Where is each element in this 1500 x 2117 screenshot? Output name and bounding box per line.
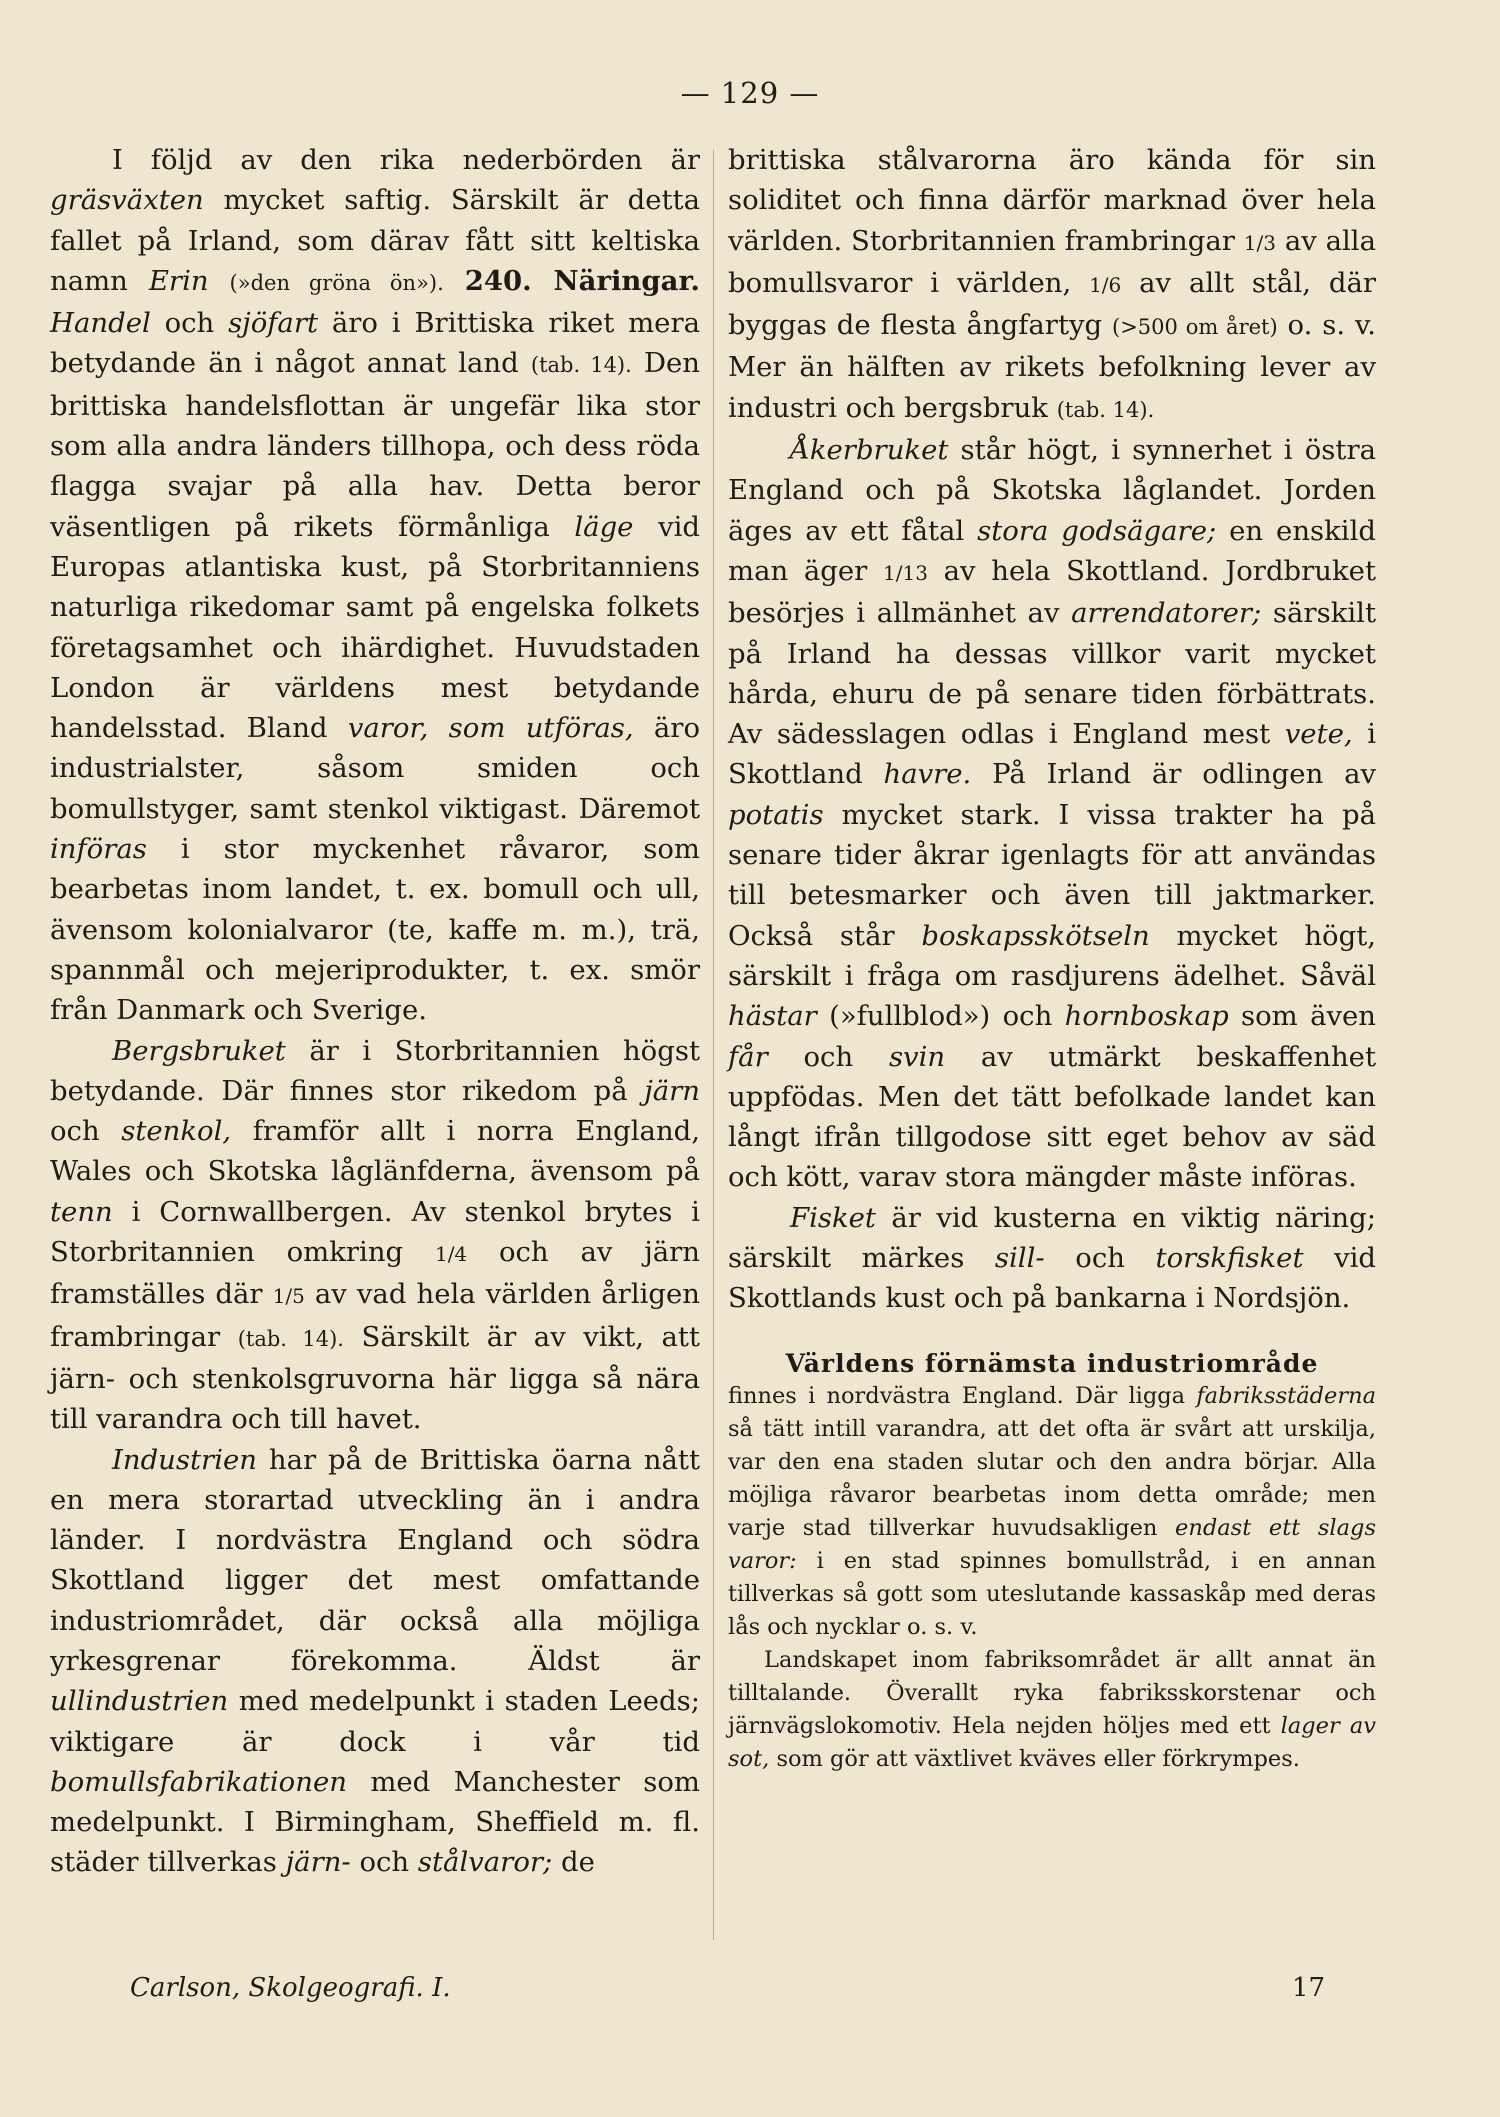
text-span: vid Skottlands kust och på bankarna i Nordsjön.	[728, 1242, 1377, 1315]
text-span: med Manchester som medelpunkt. I Birmingham, Sheffield m. fl. städer tillverkas	[50, 1765, 700, 1879]
italic-term: svin	[888, 1040, 946, 1073]
text-span: I följd av den rika nederbörden är	[112, 144, 700, 176]
italic-term: havre.	[883, 758, 972, 791]
fraction: 1/4	[434, 1242, 468, 1267]
text-span: så tätt intill varandra, att det ofta är svårt att urskilja, var den ena staden slutar och den andra börjar. Alla möjliga råvaror bearbetas inom detta område; men varje stad tillverkar huvudsakligen	[728, 1415, 1376, 1541]
italic-term: hästar	[728, 1000, 817, 1033]
column-divider	[713, 150, 714, 1940]
left-column	[50, 140, 700, 1883]
text-span: Den brittiska handelsflottan är ungefär lika stor som alla andra länders tillhopa, och dess röda flagga svajar på alla hav. Detta beror väsentligen på rikets förmånliga	[50, 347, 700, 543]
italic-term: Erin	[148, 264, 209, 297]
text-span: är i Storbritannien högst betydande. Där finnes stor rikedom på	[50, 1034, 700, 1107]
italic-term: stora godsägare;	[977, 514, 1217, 547]
text-span: mycket stark. I vissa trakter ha på senare tider åkrar igenlagts för att användas till betesmarker och även till jaktmarker. Också står	[728, 798, 1376, 952]
text-span: av alla bomullsvaror i världen,	[728, 224, 1376, 299]
text-span: de	[561, 1846, 595, 1879]
italic-term: läge	[574, 510, 634, 543]
paragraph-industry	[50, 1440, 700, 1883]
italic-term: bomullsfabrikationen	[50, 1765, 347, 1798]
small-text: (tab. 14).	[1056, 397, 1155, 422]
small-text: (»den gröna ön»).	[229, 270, 444, 295]
section-heading-240: 240. Näringar.	[464, 264, 700, 297]
text-span: och av järn framställes där	[50, 1236, 700, 1311]
small-text: (tab. 14).	[530, 353, 632, 378]
book-citation: Carlson, Skolgeografi. I.	[130, 1973, 451, 2003]
text-span: På Irland är odlingen av	[992, 758, 1377, 791]
small-text: (>500 om året)	[1112, 315, 1278, 340]
italic-term: får	[728, 1040, 768, 1073]
text-span: som gör att växtlivet kväves eller förkrympes.	[776, 1745, 1300, 1772]
italic-term: sjöfart	[228, 307, 319, 340]
text-span: en enskild man äger	[728, 514, 1376, 587]
italic-term: arrendatorer;	[1071, 597, 1262, 630]
text-span: och	[164, 307, 215, 340]
italic-term: järn	[644, 1074, 700, 1107]
page-number: — 129 —	[680, 76, 820, 110]
italic-term: endast ett slags varor:	[728, 1514, 1376, 1574]
italic-term: tenn	[50, 1195, 113, 1228]
text-span: o. s. v. Mer än hälften av rikets befolkning lever av industri och bergsbruk	[728, 309, 1376, 424]
text-span: brittiska stålvarorna äro kända för sin soliditet och finna därför marknad över hela världen. Storbritannien frambringar	[728, 144, 1376, 257]
italic-term: stenkol,	[121, 1115, 232, 1148]
text-span: som även	[1241, 1000, 1376, 1033]
text-span: finnes i nordvästra England. Där ligga	[728, 1382, 1186, 1409]
text-span: i Cornwallbergen. Av stenkol brytes i Storbritannien omkring	[50, 1195, 700, 1269]
text-span: framför allt i norra England, Wales och Skotska låglänfderna, ävensom på	[50, 1115, 700, 1188]
text-span: och	[1075, 1242, 1125, 1275]
italic-term: fabriksstäderna	[1196, 1382, 1376, 1409]
paragraph-steel	[728, 140, 1376, 430]
paragraph-fishing	[728, 1198, 1376, 1319]
italic-term: Bergsbruket	[112, 1034, 286, 1067]
text-span: är vid kusterna en viktig näring; särskilt märkes	[728, 1201, 1376, 1275]
text-span: vid Europas atlantiska kust, på Storbritanniens naturliga rikedomar samt på engelska folkets företagsamhet och ihärdighet. Huvudstaden London är världens mest betydande handelsstad. Bland	[50, 510, 700, 745]
italic-term: Industrien	[112, 1443, 257, 1476]
italic-term: lager av sot,	[728, 1712, 1376, 1772]
text-span: Landskapet inom fabriksområdet är allt annat än tilltalande. Överallt ryka fabriksskorstenar och järnvägslokomotiv. Hela nejden höljes med ett	[728, 1646, 1376, 1739]
italic-term: stålvaror;	[417, 1846, 553, 1879]
fraction: 1/6	[1089, 272, 1122, 297]
text-span: särskilt på Irland ha dessas villkor varit mycket hårda, ehuru de på senare tiden förbättrats. Av sädesslagen odlas i England mest	[728, 597, 1376, 751]
text-span: i en stad spinnes bomullstråd, i en annan tillverkas så gott som uteslutande kassaskåp med deras lås och nycklar o. s. v.	[728, 1547, 1377, 1640]
industry-note-box	[728, 1347, 1376, 1776]
text-span: av vad hela världen årligen frambringar	[50, 1278, 700, 1353]
italic-term: torskfisket	[1155, 1242, 1304, 1275]
box-paragraph	[728, 1380, 1376, 1644]
text-span: och	[359, 1846, 410, 1879]
italic-term: varor, som utföras,	[347, 712, 634, 745]
fraction: 1/5	[272, 1284, 305, 1309]
text-span: och	[50, 1115, 100, 1148]
italic-term: gräsväxten	[50, 184, 204, 217]
text-span: äro industrialster, såsom smiden och bomullstyger, samt stenkol viktigast. Däremot	[50, 712, 701, 825]
italic-term: Åkerbruket	[790, 434, 949, 467]
fraction: 1/3	[1243, 230, 1276, 255]
italic-term: potatis	[728, 798, 824, 831]
text-span: äro i Brittiska riket mera betydande än i något annat land	[50, 307, 700, 380]
italic-term: sill-	[994, 1242, 1045, 1275]
italic-term: införas	[50, 833, 147, 866]
italic-term: Fisket	[790, 1201, 876, 1234]
paragraph-agriculture	[728, 430, 1376, 1198]
italic-term: hornboskap	[1064, 1000, 1229, 1033]
paragraph-grass	[50, 140, 700, 1031]
italic-term: boskapsskötseln	[921, 919, 1150, 952]
text-span: av hela Skottland. Jordbruket besörjes i allmänhet av	[728, 554, 1376, 630]
fraction: 1/13	[883, 560, 928, 585]
text-span: Särskilt är av vikt, att järn- och stenkolsgruvorna här ligga så nära till varandra och till havet.	[50, 1320, 700, 1436]
italic-term: vete,	[1284, 718, 1353, 751]
text-span: med medelpunkt i staden Leeds; viktigare är dock i vår tid	[50, 1685, 700, 1758]
signature-number: 17	[1292, 1973, 1326, 2003]
right-column	[728, 140, 1376, 1776]
text-span: i stor myckenhet råvaror, som bearbetas inom landet, t. ex. bomull och ull, ävensom kolonialvaror (te, kaffe m. m.), trä, spannmål och mejeriprodukter, t. ex. smör från Danmark och Sverige.	[50, 833, 700, 1027]
italic-term: Handel	[50, 307, 151, 340]
text-span: (»fullblod») och	[829, 1000, 1053, 1033]
text-span: av utmärkt beskaffenhet uppfödas. Men det tätt befolkade landet kan långt ifrån tillgodose sitt eget behov av säd och kött, varav stora mängder måste införas.	[728, 1040, 1377, 1194]
text-span: av allt stål, där byggas de flesta ångfartyg	[728, 266, 1376, 342]
small-text: (tab. 14).	[237, 1326, 344, 1351]
text-span: i Skottland	[728, 718, 1377, 791]
italic-term: järn-	[285, 1846, 351, 1879]
box-paragraph	[728, 1644, 1376, 1776]
text-span: och	[803, 1040, 854, 1073]
text-span: har på de Brittiska öarna nått en mera storartad utveckling än i andra länder. I nordvästra England och södra Skottland ligger det mest omfattande industriområdet, där också alla möjliga yrkesgrenar förekomma. Äldst är	[50, 1443, 700, 1677]
text-span: mycket högt, särskilt i fråga om rasdjurens ädelhet. Såväl	[728, 919, 1376, 992]
text-span: mycket saftig. Särskilt är detta fallet på Irland, som därav fått sitt keltiska namn	[50, 184, 700, 297]
italic-term: ullindustrien	[50, 1685, 229, 1718]
text-span: står högt, i synnerhet i östra England och på Skotska låglandet. Jorden äges av ett fåtal	[728, 434, 1376, 547]
box-heading: Världens förnämsta industriområde	[785, 1348, 1319, 1378]
paragraph-mining	[50, 1031, 700, 1440]
